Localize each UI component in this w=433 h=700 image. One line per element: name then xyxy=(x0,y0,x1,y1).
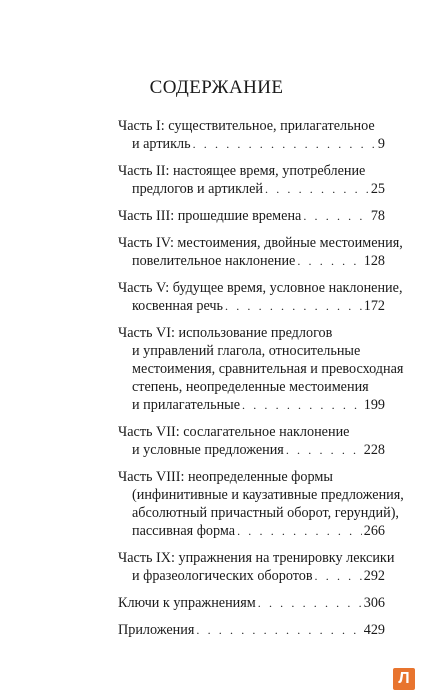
toc-entry-last-line xyxy=(118,441,385,459)
toc-entry-last-line xyxy=(118,522,385,540)
toc-page-number: 172 xyxy=(363,298,385,314)
toc-entry xyxy=(118,279,403,315)
toc-entry-line: Часть VII: сослагательное наклонение xyxy=(118,424,350,440)
toc-entry-text: и условные предложения xyxy=(132,442,284,458)
logo-glyph: Л xyxy=(398,670,410,687)
toc-entry xyxy=(118,621,385,639)
dot-leader xyxy=(225,297,362,315)
toc-entry-line: и управлений глагола, относительные xyxy=(132,343,361,359)
toc-entry-text: пассивная форма xyxy=(132,523,236,539)
toc-entry xyxy=(118,594,385,612)
toc-entry-last-line xyxy=(118,594,385,612)
toc-entry-line: местоимения, сравнительная и превосходная xyxy=(132,361,404,377)
toc-page-number: 266 xyxy=(363,523,385,539)
toc-entry-line: Часть VI: использование предлогов xyxy=(118,325,333,341)
dot-leader xyxy=(315,567,362,585)
toc-page-number: 25 xyxy=(370,181,385,197)
toc-entry xyxy=(118,549,395,585)
toc-entry-text: Ключи к упражнениям xyxy=(118,595,256,611)
dot-leader xyxy=(258,594,362,612)
toc-entry-text: предлогов и артиклей xyxy=(132,181,263,197)
toc-entry-last-line xyxy=(118,135,385,153)
toc-entry-last-line xyxy=(118,297,385,315)
toc-entry-text: и фразеологических оборотов xyxy=(132,568,313,584)
toc-page-number: 429 xyxy=(363,622,385,638)
toc-entry xyxy=(118,117,385,153)
toc-entry-text: повелительное наклонение xyxy=(132,253,296,269)
toc-entry-line: Часть IX: упражнения на тренировку лексики xyxy=(118,550,395,566)
toc-entry-line: Часть I: существительное, прилагательное xyxy=(118,118,375,134)
toc-page-number: 9 xyxy=(377,136,385,152)
toc-entry-last-line xyxy=(118,567,385,585)
toc-entry-last-line xyxy=(118,621,385,639)
toc-entry xyxy=(118,207,385,225)
toc-page-number: 78 xyxy=(370,208,385,224)
toc-entry-line: (инфинитивные и каузативные предложения, xyxy=(132,487,404,503)
toc-entry xyxy=(118,162,385,198)
toc-entry-line: Часть II: настоящее время, употребление xyxy=(118,163,366,179)
toc-page-number: 128 xyxy=(363,253,385,269)
dot-leader xyxy=(237,522,362,540)
toc-entry-line: Часть IV: местоимения, двойные местоимения, xyxy=(118,235,403,251)
toc-entry-last-line xyxy=(118,207,385,225)
toc-entry xyxy=(118,234,403,270)
dot-leader xyxy=(297,252,361,270)
toc-entry xyxy=(118,324,404,414)
dot-leader xyxy=(265,180,369,198)
page-title: СОДЕРЖАНИЕ xyxy=(149,77,284,98)
dot-leader xyxy=(242,396,362,414)
dot-leader xyxy=(286,441,362,459)
table-of-contents xyxy=(118,117,404,648)
toc-page-number: 292 xyxy=(363,568,385,584)
dot-leader xyxy=(193,135,376,153)
toc-entry-last-line xyxy=(118,396,385,414)
toc-entry-line: абсолютный причастный оборот, герундий), xyxy=(132,505,399,521)
dot-leader xyxy=(303,207,368,225)
toc-entry-line: Часть VIII: неопределенные формы xyxy=(118,469,333,485)
publisher-logo-icon xyxy=(393,668,415,690)
toc-entry-text: Приложения xyxy=(118,622,195,638)
toc-entry xyxy=(118,468,404,540)
toc-entry-text: Часть III: прошедшие времена xyxy=(118,208,302,224)
toc-entry-text: и прилагательные xyxy=(132,397,241,413)
toc-entry-last-line xyxy=(118,252,385,270)
toc-entry xyxy=(118,423,385,459)
toc-entry-last-line xyxy=(118,180,385,198)
toc-page-number: 306 xyxy=(363,595,385,611)
toc-entry-line: степень, неопределенные местоимения xyxy=(132,379,369,395)
toc-page-number: 228 xyxy=(363,442,385,458)
toc-page-number: 199 xyxy=(363,397,385,413)
toc-entry-text: и артикль xyxy=(132,136,191,152)
toc-entry-text: косвенная речь xyxy=(132,298,224,314)
toc-entry-line: Часть V: будущее время, условное наклонение, xyxy=(118,280,403,296)
dot-leader xyxy=(196,621,361,639)
